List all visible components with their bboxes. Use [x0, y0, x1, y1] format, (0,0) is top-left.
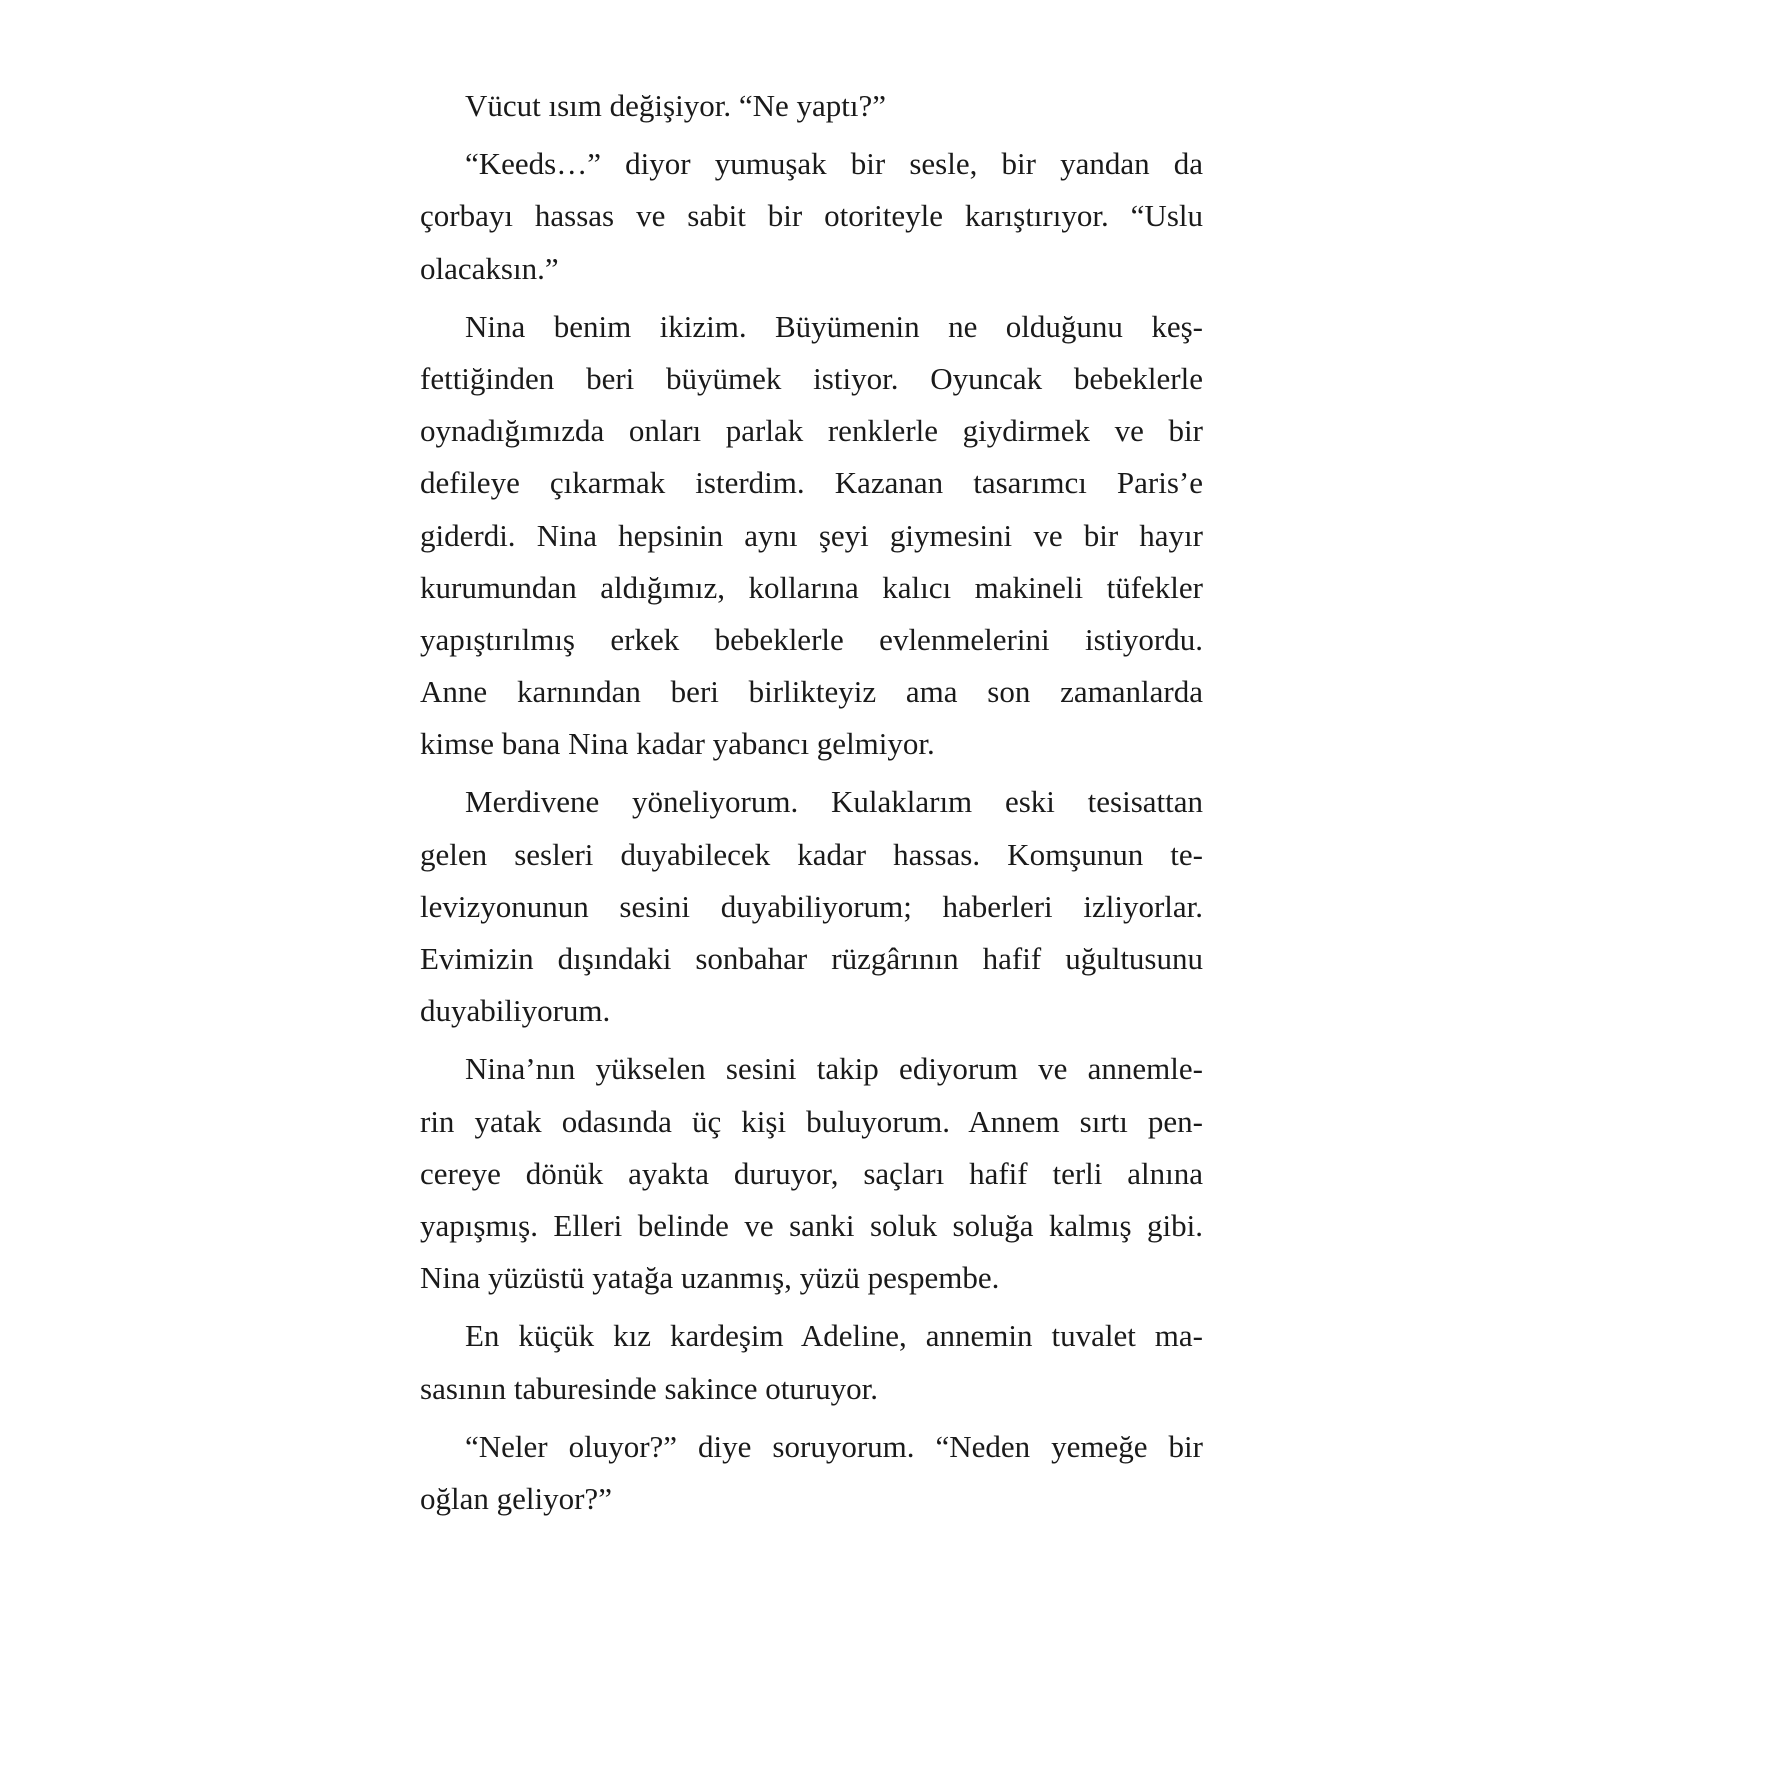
text-line: “Keeds…” diyor yumuşak bir sesle, bir yandan da — [465, 146, 1203, 182]
paragraph — [420, 1043, 1203, 1304]
text-line: sasının taburesinde sakince oturuyor. — [420, 1370, 879, 1406]
text-line: “Neler oluyor?” diye soruyorum. “Neden yemeğe bir — [465, 1428, 1203, 1464]
text-line: oğlan geliyor?” — [420, 1480, 612, 1516]
text-line: Vücut ısım değişiyor. “Ne yaptı?” — [465, 88, 886, 123]
paragraph — [420, 301, 1203, 771]
paragraph — [420, 1421, 1203, 1525]
text-line: rin yatak odasında üç kişi buluyorum. Annem sırtı pen- — [420, 1103, 1203, 1139]
text-line: oynadığımızda onları parlak renklerle giydirmek ve bir — [420, 413, 1203, 449]
paragraph — [420, 776, 1203, 1037]
text-line: En küçük kız kardeşim Adeline, annemin tuvalet ma- — [465, 1318, 1203, 1354]
text-line: cereye dönük ayakta duruyor, saçları hafif terli alnına — [420, 1155, 1203, 1191]
text-line: yapıştırılmış erkek bebeklerle evlenmelerini istiyordu. — [420, 621, 1203, 657]
paragraph — [420, 1310, 1203, 1414]
text-line: giderdi. Nina hepsinin aynı şeyi giymesini ve bir hayır — [420, 517, 1203, 553]
text-line: çorbayı hassas ve sabit bir otoriteyle karıştırıyor. “Uslu — [420, 198, 1203, 234]
text-line: levizyonunun sesini duyabiliyorum; haberleri izliyorlar. — [420, 888, 1203, 924]
body-text — [420, 80, 1203, 1531]
text-line: kimse bana Nina kadar yabancı gelmiyor. — [420, 726, 935, 762]
text-line: defileye çıkarmak isterdim. Kazanan tasarımcı Paris’e — [420, 465, 1203, 501]
paragraph — [420, 80, 1203, 132]
text-line: Nina benim ikizim. Büyümenin ne olduğunu keş- — [465, 308, 1203, 344]
text-line: gelen sesleri duyabilecek kadar hassas. Komşunun te- — [420, 836, 1203, 872]
text-line: Merdivene yöneliyorum. Kulaklarım eski tesisattan — [465, 784, 1203, 820]
text-line: Nina’nın yükselen sesini takip ediyorum ve annemle- — [465, 1051, 1203, 1087]
paragraph — [420, 138, 1203, 295]
text-line: yapışmış. Elleri belinde ve sanki soluk soluğa kalmış gibi. — [420, 1207, 1203, 1243]
text-line: Nina yüzüstü yatağa uzanmış, yüzü pespembe. — [420, 1260, 1000, 1296]
text-line: Evimizin dışındaki sonbahar rüzgârının hafif uğultusunu — [420, 941, 1203, 976]
text-line: duyabiliyorum. — [420, 993, 611, 1029]
text-line: Anne karnından beri birlikteyiz ama son zamanlarda — [420, 674, 1203, 710]
text-line: fettiğinden beri büyümek istiyor. Oyuncak bebeklerle — [420, 360, 1203, 396]
text-line: kurumundan aldığımız, kollarına kalıcı makineli tüfekler — [420, 569, 1203, 605]
text-line: olacaksın.” — [420, 250, 559, 286]
